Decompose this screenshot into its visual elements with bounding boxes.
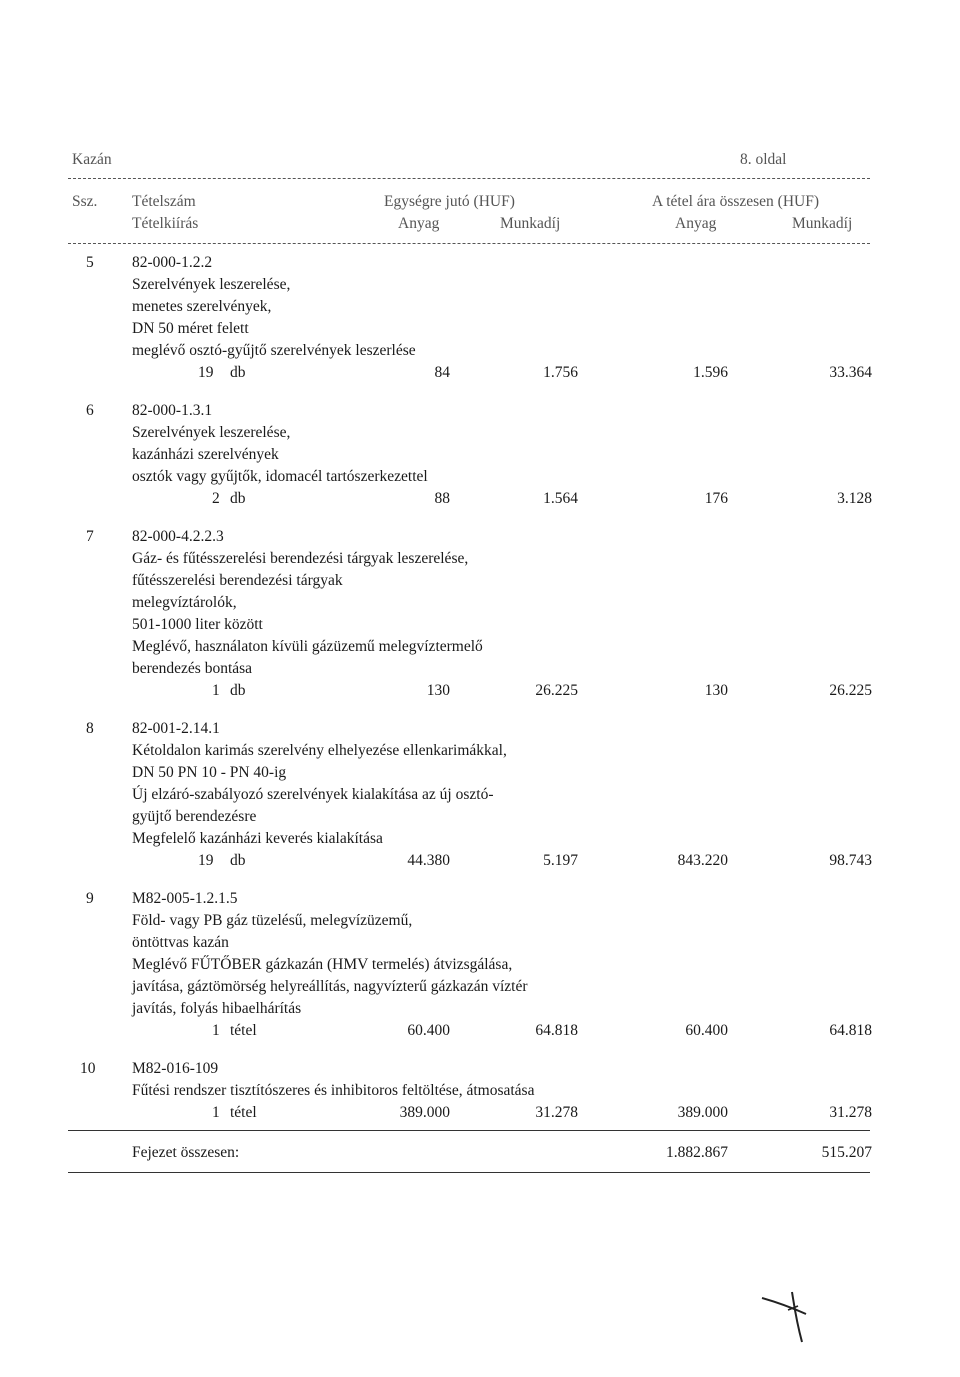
- item-desc-line: fűtésszerelési berendezési tárgyak: [132, 572, 343, 589]
- item-qty: 2: [212, 490, 220, 507]
- item-unit-anyag: 389.000: [399, 1104, 450, 1121]
- item-desc-line: Megfelelő kazánházi keverés kialakítása: [132, 830, 383, 847]
- item-unit-anyag: 84: [434, 364, 450, 381]
- item-code: 82-000-1.3.1: [132, 402, 213, 419]
- item-unit: tétel: [230, 1104, 257, 1121]
- item-unit-munkadij: 31.278: [535, 1104, 578, 1121]
- col-header-tetelszam: Tételszám: [132, 193, 196, 210]
- item-qty: 1: [212, 1022, 220, 1039]
- item-total-munkadij: 64.818: [829, 1022, 872, 1039]
- summary-total-anyag: 1.882.867: [666, 1144, 728, 1161]
- item-unit-munkadij: 5.197: [543, 852, 578, 869]
- handwritten-mark-icon: [758, 1280, 828, 1350]
- item-qty: 19: [198, 364, 214, 381]
- item-desc-line: öntöttvas kazán: [132, 934, 229, 951]
- summary-total-munkadij: 515.207: [821, 1144, 872, 1161]
- item-total-munkadij: 26.225: [829, 682, 872, 699]
- item-unit-munkadij: 26.225: [535, 682, 578, 699]
- item-ssz: 8: [86, 720, 94, 737]
- item-code: 82-000-1.2.2: [132, 254, 213, 271]
- item-qty: 19: [198, 852, 214, 869]
- item-code: M82-016-109: [132, 1060, 219, 1077]
- item-total-anyag: 130: [704, 682, 728, 699]
- item-unit: tétel: [230, 1022, 257, 1039]
- summary-rule-top: [68, 1130, 870, 1131]
- item-total-munkadij: 3.128: [837, 490, 872, 507]
- item-unit-munkadij: 1.756: [543, 364, 578, 381]
- item-code: 82-000-4.2.2.3: [132, 528, 224, 545]
- item-desc-line: Meglévő FŰTŐBER gázkazán (HMV termelés) átvizsgálása,: [132, 956, 513, 973]
- col-header-unit-anyag: Anyag: [398, 215, 440, 232]
- item-desc-line: osztók vagy gyűjtők, idomacél tartószerkezettel: [132, 468, 428, 485]
- item-qty: 1: [212, 682, 220, 699]
- item-unit: db: [230, 364, 246, 381]
- item-desc-line: Fűtési rendszer tisztítószeres és inhibitoros feltöltése, átmosatása: [132, 1082, 535, 1099]
- item-desc-line: kazánházi szerelvények: [132, 446, 279, 463]
- item-desc-line: Új elzáró-szabályozó szerelvények kialakítása az új osztó-: [132, 786, 494, 803]
- item-ssz: 9: [86, 890, 94, 907]
- item-ssz: 5: [86, 254, 94, 271]
- item-total-anyag: 389.000: [677, 1104, 728, 1121]
- item-desc-line: 501-1000 liter között: [132, 616, 263, 633]
- item-code: M82-005-1.2.1.5: [132, 890, 238, 907]
- col-header-total-anyag: Anyag: [675, 215, 717, 232]
- item-desc-line: javítása, gáztömörség helyreállítás, nagyvízterű gázkazán víztér: [132, 978, 528, 995]
- item-ssz: 10: [80, 1060, 96, 1077]
- col-header-unit-group: Egységre jutó (HUF): [384, 193, 515, 210]
- item-desc-line: Szerelvények leszerelése,: [132, 424, 291, 441]
- item-total-anyag: 1.596: [693, 364, 728, 381]
- item-desc-line: melegvíztárolók,: [132, 594, 237, 611]
- item-desc-line: Gáz- és fűtésszerelési berendezési tárgyak leszerelése,: [132, 550, 469, 567]
- item-desc-line: gyüjtő berendezésre: [132, 808, 257, 825]
- item-code: 82-001-2.14.1: [132, 720, 220, 737]
- col-header-total-munkadij: Munkadíj: [792, 215, 853, 232]
- item-desc-line: Kétoldalon karimás szerelvény elhelyezése ellenkarimákkal,: [132, 742, 507, 759]
- col-header-ssz: Ssz.: [72, 193, 98, 210]
- item-unit-anyag: 88: [434, 490, 450, 507]
- summary-rule-bottom: [68, 1172, 870, 1173]
- item-desc-line: Föld- vagy PB gáz tüzelésű, melegvízüzemű,: [132, 912, 413, 929]
- column-header-rule: [68, 243, 870, 244]
- item-unit-anyag: 130: [426, 682, 450, 699]
- item-ssz: 7: [86, 528, 94, 545]
- item-desc-line: meglévő osztó-gyűjtő szerelvények leszerlése: [132, 342, 416, 359]
- item-desc-line: DN 50 PN 10 - PN 40-ig: [132, 764, 287, 781]
- page-number: 8. oldal: [740, 151, 787, 168]
- page-header-left: Kazán: [72, 151, 112, 168]
- item-total-munkadij: 31.278: [829, 1104, 872, 1121]
- summary-label: Fejezet összesen:: [132, 1144, 240, 1161]
- item-qty: 1: [212, 1104, 220, 1121]
- header-rule: [68, 178, 870, 179]
- item-desc-line: menetes szerelvények,: [132, 298, 272, 315]
- item-total-anyag: 843.220: [677, 852, 728, 869]
- item-total-anyag: 176: [704, 490, 728, 507]
- col-header-unit-munkadij: Munkadíj: [500, 215, 561, 232]
- item-unit-anyag: 60.400: [407, 1022, 450, 1039]
- item-unit-anyag: 44.380: [407, 852, 450, 869]
- item-desc-line: berendezés bontása: [132, 660, 253, 677]
- col-header-tetelkiiras: Tételkiírás: [132, 215, 199, 232]
- item-ssz: 6: [86, 402, 94, 419]
- item-unit: db: [230, 490, 246, 507]
- item-desc-line: Szerelvények leszerelése,: [132, 276, 291, 293]
- col-header-total-group: A tétel ára összesen (HUF): [652, 193, 820, 210]
- item-total-munkadij: 33.364: [829, 364, 872, 381]
- item-total-munkadij: 98.743: [829, 852, 872, 869]
- item-unit-munkadij: 64.818: [535, 1022, 578, 1039]
- item-desc-line: DN 50 méret felett: [132, 320, 249, 337]
- item-desc-line: Meglévő, használaton kívüli gázüzemű melegvíztermelő: [132, 638, 483, 655]
- item-unit-munkadij: 1.564: [543, 490, 578, 507]
- item-unit: db: [230, 852, 246, 869]
- item-desc-line: javítás, folyás hibaelhárítás: [132, 1000, 302, 1017]
- item-total-anyag: 60.400: [685, 1022, 728, 1039]
- item-unit: db: [230, 682, 246, 699]
